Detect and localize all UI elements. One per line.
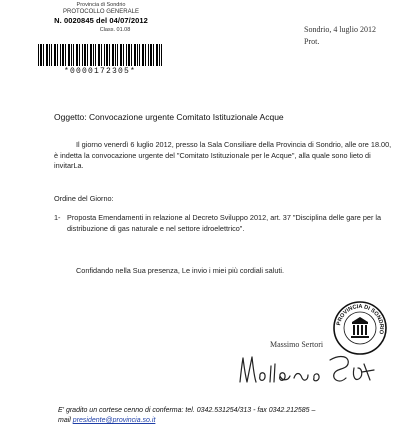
barcode-digits: *0000172305* xyxy=(63,67,136,76)
footer-mail-line xyxy=(58,416,378,426)
body-paragraph: Il giorno venerdì 6 luglio 2012, presso la Sala Consiliare della Provincia di Sondrio, alle ore 18.00, è indetta la convocazione urgente del "Comitato Istituzionale per le Acque", alla quale sono lieto di invitarLa. xyxy=(54,140,392,170)
signer-name: Massimo Sertori xyxy=(270,340,324,349)
prot-label: Prot. xyxy=(304,37,320,46)
subject-line xyxy=(54,112,284,122)
agenda-title: Ordine del Giorno: xyxy=(54,194,114,203)
agenda-item xyxy=(54,213,394,234)
classification: Class. 01.08 xyxy=(99,27,131,33)
letter-date: Sondrio, 4 luglio 2012 xyxy=(304,25,377,34)
agenda-item-number: 1- xyxy=(54,213,61,222)
stamp-issuer: Provincia di Sondrio xyxy=(76,2,126,8)
handwritten-signature xyxy=(236,348,376,392)
subject-label: Oggetto: xyxy=(54,112,87,122)
agenda-item-text: Proposta Emendamenti in relazione al Decreto Sviluppo 2012, art. 37 "Disciplina delle gare per la distribuzione di gas naturale e nel settore idroelettrico". xyxy=(67,213,382,233)
footer-contact xyxy=(58,406,378,426)
footer-phone-line: E' gradito un cortese cenno di conferma: tel. 0342.531254/313 - fax 0342.212585 – xyxy=(58,407,316,414)
subject-text: Convocazione urgente Comitato Istituzionale Acque xyxy=(88,112,284,122)
signature-text: Massimo Sertori xyxy=(236,348,243,349)
mail-label: mail xyxy=(58,417,71,424)
closing-sentence: Confidando nella Sua presenza, Le invio i miei più cordiali saluti. xyxy=(76,266,285,275)
barcode xyxy=(36,44,164,66)
stamp-registry: PROTOCOLLO GENERALE xyxy=(63,9,139,15)
email-link[interactable]: presidente@provincia.so.it xyxy=(72,417,156,424)
seal-text: PROVINCIA DI SONDRIO xyxy=(336,303,385,335)
protocol-stamp xyxy=(36,2,166,34)
protocol-number: N. 0020845 del 04/07/2012 xyxy=(54,16,148,25)
